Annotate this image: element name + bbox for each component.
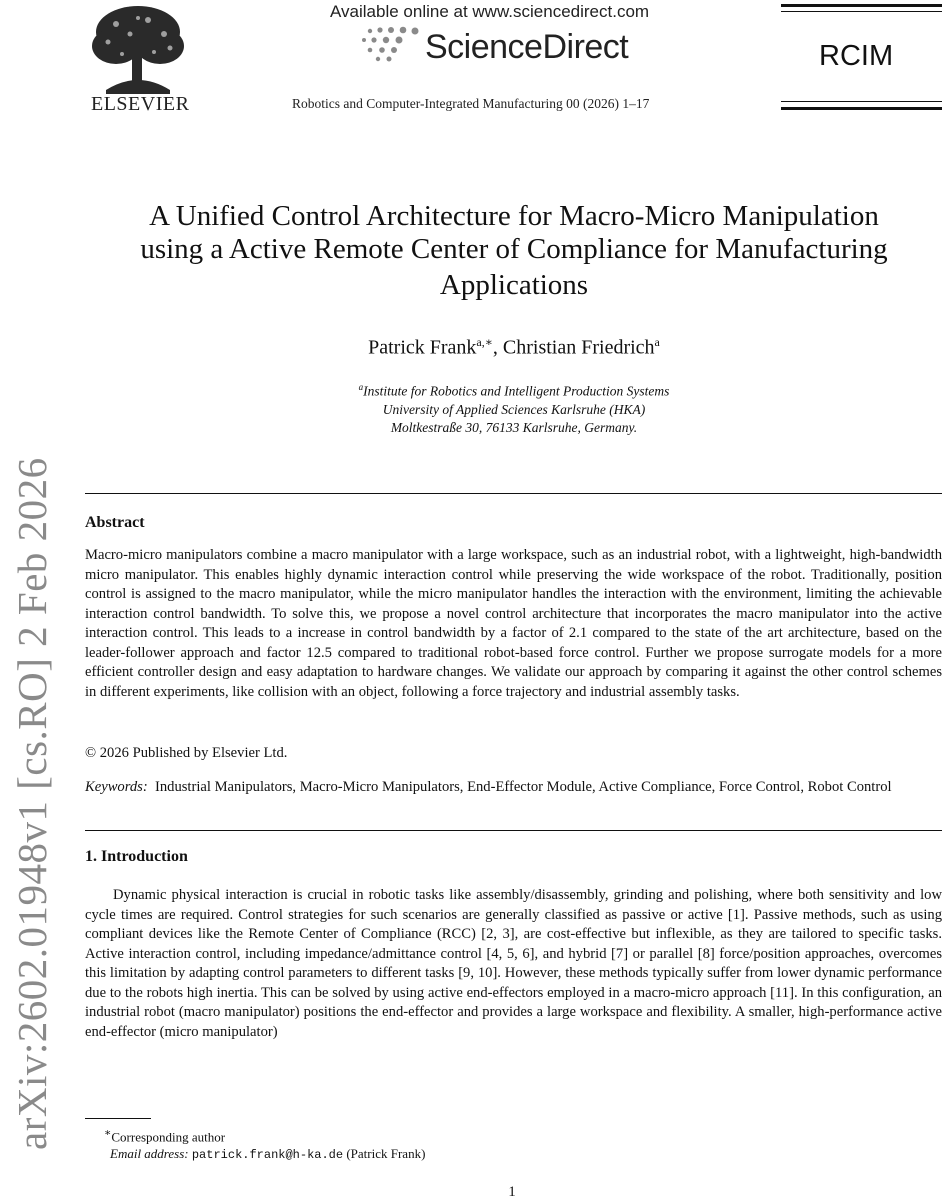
title-line: Applications [439,269,589,301]
available-online-text: Available online at www.sciencedirect.com [330,2,650,21]
email-owner: (Patrick Frank) [346,1146,426,1162]
paper-title [88,200,940,302]
title-line: A Unified Control Architecture for Macro-Micro Manipulation [149,200,879,232]
affiliation-line: University of Applied Sciences Karlsruhe (HKA) [382,401,646,417]
introduction-body [85,886,942,1042]
arxiv-side-stamp: arXiv:2602.01948v1 [cs.RO] 2 Feb 2026 [9,457,55,1150]
email-label: Email address: [110,1146,189,1162]
footnote-mark: ∗ [104,1127,112,1139]
section-heading-introduction: 1. Introduction [85,848,188,865]
author-name: Christian Friedrich [502,336,655,359]
abstract-text: Macro-micro manipulators combine a macro manipulator with a large workspace, such as an industrial robot, with a lightweight, high-bandwidth micro manipulator. This enables highly dynamic interaction control while preserving the wide workspace of the robot. Traditionally, position control is assigned to the macro manipulator, while the micro manipulator handles the interaction with the environment, limiting the achievable interaction control bandwidth. To solve this, we propose a novel control architecture that incorporates the macro manipulator into the active interaction control. This leads to a increase in control bandwidth by a factor of 2.1 compared to the state of the art architecture, based on the leader-follower approach and factor 12.5 compared to traditional robot-based force control. Further we propose surrogate models for a more efficient controller design and easy adaptation to hardware changes. We validate our approach by comparing it against the other control schemes in different experiments, like collision with an object, following a force trajectory and industrial assembly tasks. [85,547,942,700]
keywords-label: Keywords: [85,779,148,795]
elsevier-wordmark: ELSEVIER [91,93,190,115]
journal-reference: Robotics and Computer-Integrated Manufacturing 00 (2026) 1–17 [292,96,650,111]
author-list [88,335,940,360]
affiliation-mark: a [358,382,364,392]
abstract-top-rule [85,493,942,494]
abstract-bottom-rule [85,830,942,831]
author-superscript: a,∗ [476,335,493,349]
header-rule-bottom-thin [781,101,942,102]
author-separator: , [492,336,503,359]
header-rule-bottom-thick [781,107,942,110]
affiliation-line: Moltkestraße 30, 76133 Karlsruhe, Germany. [390,419,638,435]
author-name: Patrick Frank [368,336,477,359]
introduction-paragraph: Dynamic physical interaction is crucial in robotic tasks like assembly/disassembly, grinding and polishing, where both sensitivity and low cycle times are required. Control strategies for such scenarios are generally classified as passive or active [1]. Passive methods, such as using compliant devices like the Remote Center of Compliance (RCC) [2, 3], are cost-effective but inflexible, as they are tailored to specific tasks. Active interaction control, including impedance/admittance control [4, 5, 6], and hybrid [7] or parallel [8] force/position approaches, overcomes this limitation by adapting control parameters to different tasks [9, 10]. However, these methods typically suffer from lower dynamic performance due to the robots high inertia. This can be solved by using active end-effectors employed in a macro-micro approach [11]. In this configuration, an industrial robot (macro manipulator) positions the end-effector and provides a large workspace and flexibility. A smaller, high-performance active end-effector (micro manipulator) [85,887,942,1040]
keywords-text: Industrial Manipulators, Macro-Micro Manipulators, End-Effector Module, Active Compliance, Force Control, Robot Control [155,779,892,795]
copyright-notice: © 2026 Published by Elsevier Ltd. [85,745,288,761]
email-address[interactable]: patrick.frank@h-ka.de [191,1148,344,1163]
footnote-rule [85,1118,151,1119]
corresponding-author-note: Corresponding author [111,1129,226,1145]
author-superscript: a [654,335,660,349]
header-rule-top-thin [781,11,942,12]
abstract-heading: Abstract [85,514,145,531]
sciencedirect-wordmark: ScienceDirect [425,28,629,66]
journal-abbreviation: RCIM [819,40,894,72]
keywords [85,778,942,798]
affiliation-line: Institute for Robotics and Intelligent Production Systems [363,383,670,399]
footnote [104,1125,425,1164]
header-rule-top-thick [781,4,942,7]
affiliation [88,378,940,437]
sciencedirect-dots-icon [358,25,422,65]
title-line: using a Active Remote Center of Compliance for Manufacturing [140,233,888,265]
page-number: 1 [508,1184,516,1200]
